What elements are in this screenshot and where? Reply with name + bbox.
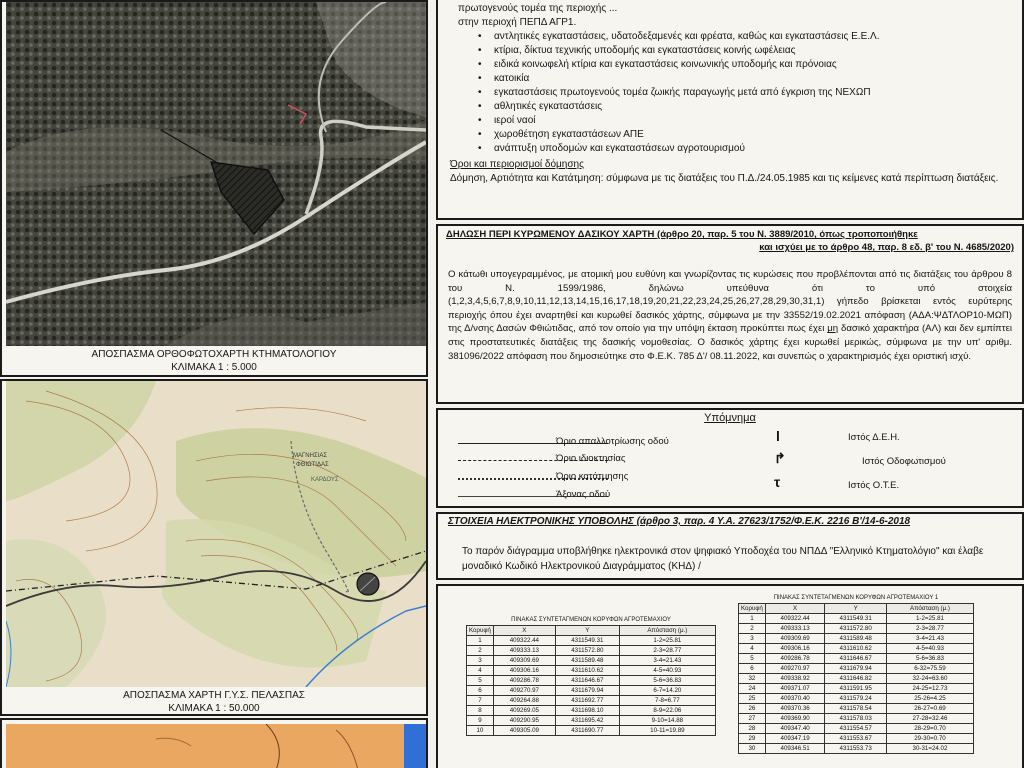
table-cell: 4311646.67 (555, 676, 619, 686)
table-row (739, 714, 974, 724)
uses-list-item: • κατοικία (478, 72, 1010, 86)
table-cell: 4311610.62 (555, 666, 619, 676)
table-row (739, 664, 974, 674)
orthophoto-panel (0, 0, 428, 377)
uses-list-item: • κτίρια, δίκτυα τεχνικής υποδομής και εγκαταστάσεις κοινής ωφέλειας (478, 44, 1010, 58)
table-cell: 6 (739, 664, 766, 674)
table-cell: 409347.40 (765, 724, 825, 734)
table-cell: 409270.97 (765, 664, 825, 674)
table-cell: 9-10=14.88 (619, 716, 715, 726)
table-cell: 4 (739, 644, 766, 654)
table-cell: 3 (739, 634, 766, 644)
table-cell: 4311679.94 (825, 664, 887, 674)
table-cell: 30-31=24.02 (886, 744, 973, 754)
table-cell: 5 (467, 676, 494, 686)
table-cell: 409369.90 (765, 714, 825, 724)
uses-lead-2: στην περιοχή ΠΕΠΔ ΑΓΡ1. (458, 17, 577, 28)
table-cell: 409322.44 (765, 614, 825, 624)
topo-label-1: ΜΑΓΝΗΣΙΑΣ (293, 453, 328, 459)
table-cell: 409309.69 (493, 656, 555, 666)
orthophoto-caption (2, 348, 426, 374)
legend-title: Υπόμνημα (704, 412, 756, 424)
table-cell: 4311610.62 (825, 644, 887, 654)
declaration-title-line2: και ισχύει με το άρθρο 48, παρ. 8 εδ. β' του Ν. 4685/2020) (759, 242, 1014, 253)
table-cell: 4311549.31 (555, 636, 619, 646)
table-cell: 4311589.48 (555, 656, 619, 666)
table-cell: 8 (467, 706, 494, 716)
telecom-pole-icon: τ (774, 474, 781, 490)
table-cell: 409309.69 (765, 634, 825, 644)
uses-list-item: • ιεροί ναοί (478, 114, 1010, 128)
orthophoto-caption-scale: ΚΛΙΜΑΚΑ 1 : 5.000 (171, 362, 257, 373)
table-row (467, 656, 716, 666)
table-header: Απόσταση (μ.) (619, 626, 715, 636)
topo-label-3: ΚΑΡΔΟΥΣ (311, 477, 339, 483)
topo-caption-scale: ΚΛΙΜΑΚΑ 1 : 50.000 (168, 703, 260, 714)
legend-line-label: Όριο ιδιοκτησίας (556, 453, 626, 464)
table-cell: 27 (739, 714, 766, 724)
table-row (739, 744, 974, 754)
table-cell: 409269.05 (493, 706, 555, 716)
table-cell: 4311695.42 (555, 716, 619, 726)
table-row (739, 724, 974, 734)
table-row (467, 676, 716, 686)
uses-list (478, 30, 1010, 156)
table-cell: 409290.95 (493, 716, 555, 726)
table-cell: 1-2=25.81 (886, 614, 973, 624)
topo-map-panel (0, 379, 428, 716)
table-cell: 1 (467, 636, 494, 646)
table-row (467, 696, 716, 706)
table-cell: 30 (739, 744, 766, 754)
table-right-title: ΠΙΝΑΚΑΣ ΣΥΝΤΕΤΑΓΜΕΝΩΝ ΚΟΡΥΦΩΝ ΑΓΡΟΤΕΜΑΧΙΟΥ 1 (773, 595, 939, 601)
table-cell: 4311591.95 (825, 684, 887, 694)
building-terms-text: Δόμηση, Αρτιότητα και Κατάτμηση: σύμφωνα με τις διατάξεις του Π.Δ./24.05.1985 και τις κείμενες κατά περίπτωση διατάξεις. (450, 173, 999, 184)
table-cell: 5 (739, 654, 766, 664)
table-cell: 409371.07 (765, 684, 825, 694)
street-light-icon: ↱ (774, 450, 786, 466)
table-cell: 3 (467, 656, 494, 666)
table-left-body (467, 636, 716, 736)
declaration-body (448, 268, 1012, 363)
table-row (467, 706, 716, 716)
table-cell: 409264.88 (493, 696, 555, 706)
table-cell: 4311554.57 (825, 724, 887, 734)
legend-symbol-label: Ιστός Ο.Τ.Ε. (848, 480, 900, 491)
table-row (739, 704, 974, 714)
table-row (739, 644, 974, 654)
legend-line-label: Όριο απαλλοτρίωσης οδού (556, 436, 669, 447)
table-cell: 6-7=14.20 (619, 686, 715, 696)
declaration-title (446, 228, 1014, 254)
coordinates-table-right (738, 594, 974, 754)
table-left (466, 625, 716, 736)
zoning-map-image (6, 724, 426, 768)
topo-caption (2, 689, 426, 715)
uses-list-item: • αθλητικές εγκαταστάσεις (478, 100, 1010, 114)
table-row (467, 646, 716, 656)
permitted-uses (450, 2, 1010, 156)
table-cell: 32-24=63.60 (886, 674, 973, 684)
permitted-uses-panel (436, 0, 1024, 220)
table-row (739, 624, 974, 634)
table-cell: 409346.51 (765, 744, 825, 754)
table-cell: 409333.13 (493, 646, 555, 656)
declaration-body-part1: Ο κάτωθι υπογεγραμμένος, με ατομική μου ευθύνη και γνωρίζοντας τις κυρώσεις που προβλέπονται από τις διατάξεις του άρθρου 8 του Ν. 1599/1986, δηλώνω υπεύθυνα ότι το υπό στοιχεία (1,2,3,4,5,6,7,8,9,10,11,12,13,14,15,16,17,18,19,20,21,22,23,24,25,26,27,28,29,30,31,1) γήπεδο βρίσκεται εντός ευρύτερης περιοχής όπου έχει αναρτηθεί και κυρωθεί δασικός χάρτης, σύμφωνα με την 33552/19.02.2021 απόφαση (ΑΔΑ:ΨΔΤΛΟΡ10-ΜΩΠ) της Δ/νσης Δασών Φθιώτιδας, από τον οποίο για την υπόψη έκταση προκύπτει πως έχει (448, 269, 1012, 335)
table-header: Κορυφή (739, 604, 766, 614)
declaration-title-line1: ΔΗΛΩΣΗ ΠΕΡΙ ΚΥΡΩΜΕΝΟΥ ΔΑΣΙΚΟΥ ΧΑΡΤΗ (άρθρο 20, παρ. 5 του Ν. 3889/2010, όπως τροποποιήθηκε (446, 229, 918, 240)
table-cell: 27-28=32.46 (886, 714, 973, 724)
orthophoto-map (6, 2, 426, 346)
table-cell: 4-5=40.93 (619, 666, 715, 676)
legend-panel (436, 408, 1024, 508)
table-header: Y (825, 604, 887, 614)
orthophoto-caption-title: ΑΠΟΣΠΑΣΜΑ ΟΡΘΟΦΩΤΟΧΑΡΤΗ ΚΤΗΜΑΤΟΛΟΓΙΟΥ (91, 349, 337, 360)
table-header: Κορυφή (467, 626, 494, 636)
table-cell: 28 (739, 724, 766, 734)
table-cell: 409347.19 (765, 734, 825, 744)
table-row (739, 654, 974, 664)
table-cell: 29 (739, 734, 766, 744)
uses-list-item: • εγκαταστάσεις πρωτογενούς τομέα ζωικής παραγωγής μετά από έγκριση της ΝΕΧΩΠ (478, 86, 1010, 100)
uses-list-item: • ειδικά κοινωφελή κτίρια και εγκαταστάσεις κοινωνικής υποδομής και πρόνοιας (478, 58, 1010, 72)
table-cell: 4311553.73 (825, 744, 887, 754)
legend-symbol-label: Ιστός Δ.Ε.Η. (848, 432, 900, 443)
table-cell: 4311589.48 (825, 634, 887, 644)
building-terms-title: Όροι και περιορισμοί δόμησης (450, 159, 584, 170)
uses-lead-1: πρωτογενούς τομέα της περιοχής ... (458, 3, 618, 14)
table-row (739, 734, 974, 744)
table-cell: 2-3=28.77 (886, 624, 973, 634)
zoning-map-panel (0, 718, 428, 768)
table-row (467, 636, 716, 646)
table-cell: 4311579.24 (825, 694, 887, 704)
uses-list-item: • χωροθέτηση εγκαταστάσεων ΑΠΕ (478, 128, 1010, 142)
table-header: X (493, 626, 555, 636)
table-cell: 1 (739, 614, 766, 624)
table-cell: 4311549.31 (825, 614, 887, 624)
table-cell: 6-32=75.59 (886, 664, 973, 674)
table-cell: 25-26=4.25 (886, 694, 973, 704)
orthophoto-image (6, 2, 426, 346)
table-right (738, 603, 974, 754)
table-cell: 29-30=0.70 (886, 734, 973, 744)
table-cell: 409338.92 (765, 674, 825, 684)
table-cell: 4311690.77 (555, 726, 619, 736)
electronic-title: ΣΤΟΙΧΕΙΑ ΗΛΕΚΤΡΟΝΙΚΗΣ ΥΠΟΒΟΛΗΣ (άρθρο 3, παρ. 4 Υ.Α. 27623/1752/Φ.Ε.Κ. 2216 Β'/14-6-2018 (448, 516, 911, 527)
topo-label-2: ΦΘΙΩΤΙΔΑΣ (296, 462, 329, 468)
table-cell: 7 (467, 696, 494, 706)
table-cell: 3-4=21.43 (886, 634, 973, 644)
table-row (739, 674, 974, 684)
declaration-body-part2: δασικό χαρακτήρα (ΑΛ) και δεν εμπίπτει στις προστατευτικές διατάξεις της δασικής νομοθεσίας. Ο δασικός χάρτης έχει κυρωθεί μερικώς, σύμφωνα με την υπ' αριθμ. 381096/2022 απόφαση που δημοσιεύτηκε στο Φ.Ε.Κ. 785 Δ'/ 08.11.2022, και συνεπώς ο χαρακτηρισμός έχει οριστική ισχύ. (448, 323, 1012, 362)
table-cell: 6 (467, 686, 494, 696)
table-cell: 4311572.80 (555, 646, 619, 656)
legend-symbol-label: Ιστός Οδοφωτισμού (862, 456, 946, 467)
legend-line-label: Άξονας οδού (556, 489, 611, 500)
table-cell: 2 (467, 646, 494, 656)
table-row (739, 614, 974, 624)
table-row (739, 634, 974, 644)
table-header: Y (555, 626, 619, 636)
table-cell: 32 (739, 674, 766, 684)
electronic-submission-panel (436, 512, 1024, 580)
table-header: Απόσταση (μ.) (886, 604, 973, 614)
table-cell: 3-4=21.43 (619, 656, 715, 666)
table-cell: 5-6=36.83 (619, 676, 715, 686)
table-cell: 409306.16 (765, 644, 825, 654)
table-cell: 409370.40 (765, 694, 825, 704)
topo-map-image (6, 381, 426, 687)
table-left-title: ΠΙΝΑΚΑΣ ΣΥΝΤΕΤΑΓΜΕΝΩΝ ΚΟΡΥΦΩΝ ΑΓΡΟΤΕΜΑΧΙΟΥ (511, 617, 671, 623)
table-row (467, 716, 716, 726)
table-cell: 409270.97 (493, 686, 555, 696)
table-cell: 10-11=19.89 (619, 726, 715, 736)
table-cell: 409322.44 (493, 636, 555, 646)
table-cell: 409306.16 (493, 666, 555, 676)
forest-declaration-panel (436, 224, 1024, 404)
table-cell: 4311646.67 (825, 654, 887, 664)
table-cell: 4311692.77 (555, 696, 619, 706)
table-cell: 28-29=0.70 (886, 724, 973, 734)
table-cell: 1-2=25.81 (619, 636, 715, 646)
table-cell: 409333.13 (765, 624, 825, 634)
table-cell: 4 (467, 666, 494, 676)
table-row (467, 726, 716, 736)
table-cell: 4311578.03 (825, 714, 887, 724)
table-cell: 5-6=36.83 (886, 654, 973, 664)
table-cell: 4-5=40.93 (886, 644, 973, 654)
table-cell: 4311679.94 (555, 686, 619, 696)
topo-caption-title: ΑΠΟΣΠΑΣΜΑ ΧΑΡΤΗ Γ.Υ.Σ. ΠΕΛΑΣΠΑΣ (123, 690, 305, 701)
table-cell: 409370.36 (765, 704, 825, 714)
uses-list-item: • ανάπτυξη υποδομών και εγκαταστάσεων αγροτουρισμού (478, 142, 1010, 156)
table-cell: 4311553.67 (825, 734, 887, 744)
table-cell: 10 (467, 726, 494, 736)
table-right-body (739, 614, 974, 754)
legend-line-label: Όριο κατάτμησης (556, 471, 629, 482)
table-cell: 24 (739, 684, 766, 694)
table-cell: 26-27=0.69 (886, 704, 973, 714)
uses-list-item: • αντλητικές εγκαταστάσεις, υδατοδεξαμενές και φρέατα, καθώς και εγκαταστάσεις Ε.Ε.Λ. (478, 30, 1010, 44)
table-cell: 2 (739, 624, 766, 634)
table-cell: 4311646.82 (825, 674, 887, 684)
zoning-map (6, 724, 426, 768)
table-row (739, 684, 974, 694)
building-terms (450, 158, 1010, 186)
table-cell: 4311578.54 (825, 704, 887, 714)
table-cell: 9 (467, 716, 494, 726)
table-cell: 24-25=12.73 (886, 684, 973, 694)
table-cell: 2-3=28.77 (619, 646, 715, 656)
table-cell: 4311698.10 (555, 706, 619, 716)
table-cell: 8-9=22.06 (619, 706, 715, 716)
table-cell: 409286.78 (765, 654, 825, 664)
declaration-body-underlined: μη (827, 323, 839, 335)
table-cell: 7-8=6.77 (619, 696, 715, 706)
table-cell: 409305.09 (493, 726, 555, 736)
coordinates-table-left (466, 616, 716, 736)
power-pole-icon: l (776, 428, 780, 444)
electronic-body: Το παρόν διάγραμμα υποβλήθηκε ηλεκτρονικά στον ψηφιακό Υποδοχέα του ΝΠΔΔ "Ελληνικό Κτηματολόγιο" και έλαβε μοναδικό Κωδικό Ηλεκτρονικού Διαγράμματος (ΚΗΔ) / (462, 546, 984, 572)
table-row (467, 666, 716, 676)
topo-map (6, 381, 426, 687)
table-header: X (765, 604, 825, 614)
table-cell: 4311572.80 (825, 624, 887, 634)
table-cell: 409286.78 (493, 676, 555, 686)
table-cell: 26 (739, 704, 766, 714)
table-row (739, 694, 974, 704)
table-cell: 25 (739, 694, 766, 704)
coordinate-tables-panel (436, 584, 1024, 768)
table-row (467, 686, 716, 696)
